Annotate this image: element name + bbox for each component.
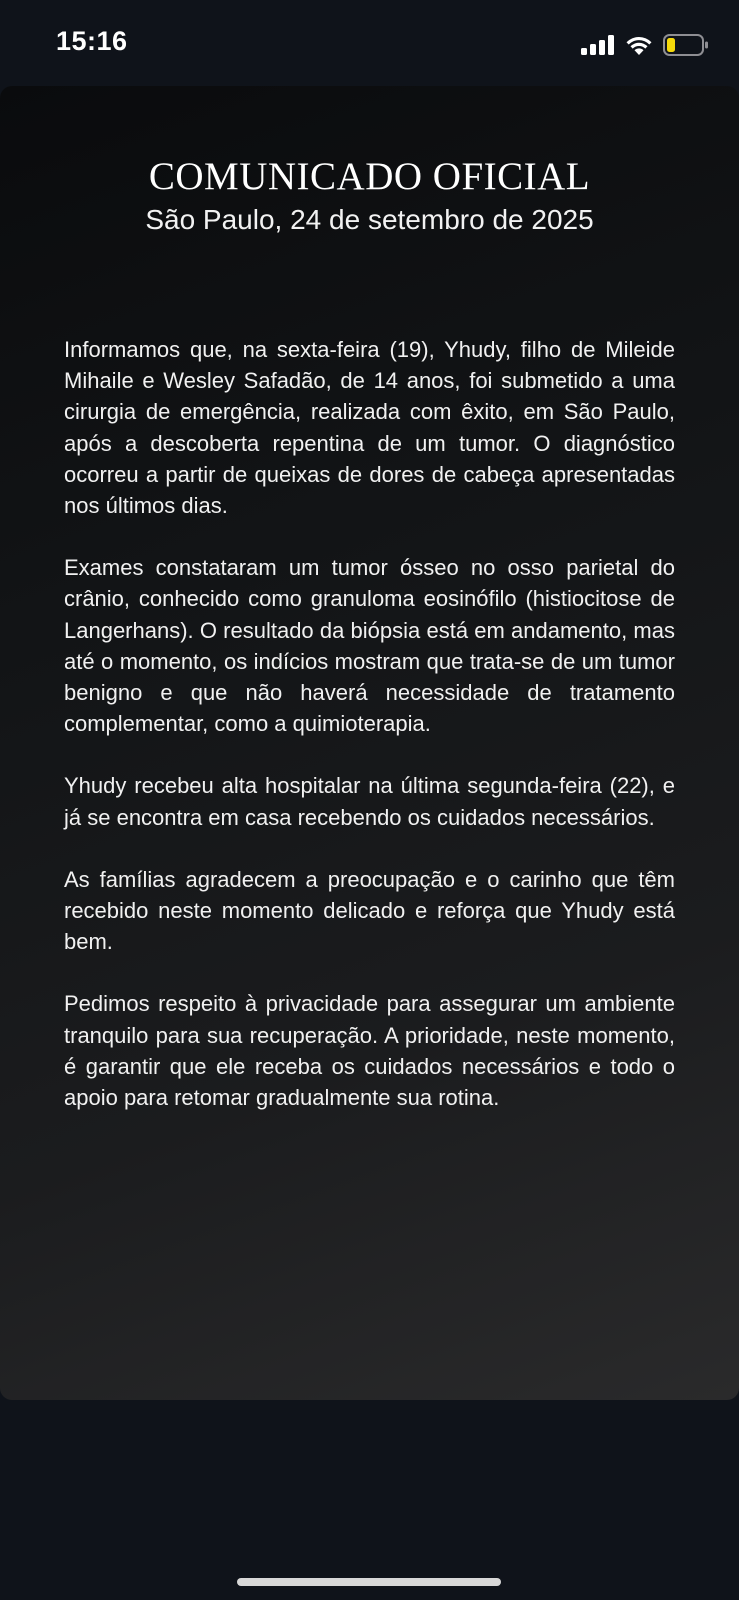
- announcement-body: [64, 334, 675, 1144]
- page-title: COMUNICADO OFICIAL: [148, 155, 591, 198]
- paragraph-1: Informamos que, na sexta-feira (19), Yhudy, filho de Mileide Mihaile e Wesley Safadão, de 14 anos, foi submetido a uma cirurgia de emergência, realizada com êxito, em São Paulo, após a descoberta repentina de um tumor. O diagnóstico ocorreu a partir de queixas de dores de cabeça apresentadas nos últimos dias.: [64, 337, 675, 519]
- home-indicator[interactable]: [237, 1578, 501, 1586]
- location-date: São Paulo, 24 de setembro de 2025: [145, 204, 594, 235]
- paragraph-5: Pedimos respeito à privacidade para assegurar um ambiente tranquilo para sua recuperação. A prioridade, neste momento, é garantir que ele receba os cuidados necessários e todo o apoio para retomar gradualmente sua rotina.: [64, 991, 675, 1111]
- paragraph-4: As famílias agradecem a preocupação e o carinho que têm recebido neste momento delicado e reforça que Yhudy está bem.: [64, 866, 675, 955]
- wifi-icon: [625, 34, 653, 56]
- status-icons: [581, 33, 709, 57]
- status-bar: [0, 0, 739, 86]
- paragraph-3: Yhudy recebeu alta hospitalar na última segunda-feira (22), e já se encontra em casa recebendo os cuidados necessários.: [64, 773, 675, 830]
- cellular-signal-icon: [581, 35, 615, 55]
- battery-icon: [663, 34, 709, 56]
- story-card[interactable]: [0, 86, 739, 1400]
- status-time: 15:16: [56, 26, 128, 56]
- paragraph-2: Exames constataram um tumor ósseo no osso parietal do crânio, conhecido como granuloma eosinófilo (histiocitose de Langerhans). O resultado da biópsia está em andamento, mas até o momento, os indícios mostram que trata-se de um tumor benigno e que não haverá necessidade de tratamento complementar, como a quimioterapia.: [64, 555, 675, 737]
